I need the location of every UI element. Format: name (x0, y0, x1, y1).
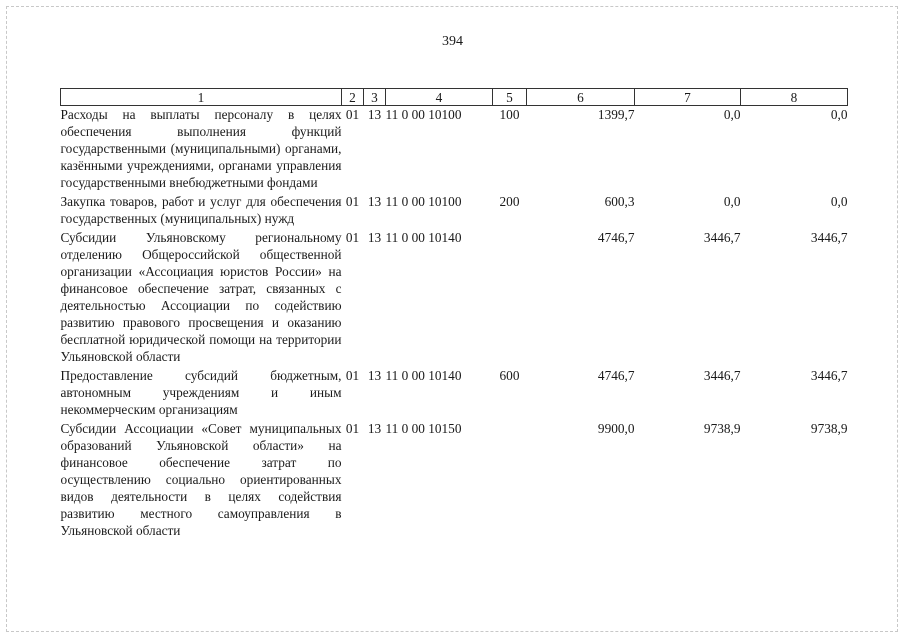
expense-name: Субсидии Ассоциации «Совет муниципальных образований Ульяновской области» на финансовое обеспечение затрат по осуществлению социально ориентированных видов деятельности в целях содействия развитию местного самоуправления в Ульяновской области (60, 421, 342, 538)
table-row (61, 193, 848, 229)
amount-col7: 9738,9 (703, 421, 741, 436)
amount-col8: 0,0 (830, 107, 848, 122)
section-code: 01 (345, 194, 360, 209)
expense-name: Предоставление субсидий бюджетным, автономным учреждениям и иным некоммерческим организациям (60, 368, 342, 417)
amount-col7: 0,0 (723, 194, 741, 209)
column-header: 3 (364, 89, 386, 106)
expense-type-code: 200 (499, 194, 520, 209)
subsection-code: 13 (367, 421, 382, 436)
section-code: 01 (345, 107, 360, 122)
column-header: 2 (342, 89, 364, 106)
table-row (61, 229, 848, 367)
amount-col6: 1399,7 (597, 107, 635, 122)
expense-name: Закупка товаров, работ и услуг для обеспечения государственных (муниципальных) нужд (60, 194, 342, 226)
amount-col8: 9738,9 (810, 421, 848, 436)
column-header: 1 (61, 89, 342, 106)
amount-col7: 0,0 (723, 107, 741, 122)
expense-type-code: 100 (499, 107, 520, 122)
section-code: 01 (345, 368, 360, 383)
amount-col6: 600,3 (604, 194, 635, 209)
expense-name: Субсидии Ульяновскому региональному отделению Общероссийской общественной организации «Ассоциация юристов России» на финансовое обеспечение затрат, связанных с деятельностью Ассоциации по содействию развитию правового просвещения и оказанию бесплатной юридической помощи на территории Ульяновской области (60, 230, 342, 364)
amount-col8: 3446,7 (810, 230, 848, 245)
header-row (61, 89, 848, 106)
page-number: 394 (442, 34, 463, 49)
amount-col6: 9900,0 (597, 421, 635, 436)
table-row (61, 367, 848, 420)
expense-type-code (493, 420, 527, 541)
column-header: 7 (635, 89, 741, 106)
amount-col7: 3446,7 (703, 230, 741, 245)
target-article-code: 11 0 00 10140 (385, 368, 462, 383)
subsection-code: 13 (367, 194, 382, 209)
section-code: 01 (345, 230, 360, 245)
expense-type-code: 600 (499, 368, 520, 383)
target-article-code: 11 0 00 10150 (385, 421, 462, 436)
section-code: 01 (345, 421, 360, 436)
amount-col8: 3446,7 (810, 368, 848, 383)
column-header: 6 (527, 89, 635, 106)
amount-col8: 0,0 (830, 194, 848, 209)
subsection-code: 13 (367, 368, 382, 383)
column-header: 5 (493, 89, 527, 106)
table-row (61, 106, 848, 194)
expense-type-code (493, 229, 527, 367)
table-row (61, 420, 848, 541)
amount-col6: 4746,7 (597, 230, 635, 245)
target-article-code: 11 0 00 10100 (385, 194, 462, 209)
expense-name: Расходы на выплаты персоналу в целях обеспечения выполнения функций государственными (муниципальными) органами, казёнными учреждениями, органами управления государственными внебюджетными фондами (60, 107, 342, 190)
target-article-code: 11 0 00 10100 (385, 107, 462, 122)
amount-col6: 4746,7 (597, 368, 635, 383)
column-header: 8 (741, 89, 848, 106)
budget-table (60, 88, 848, 541)
target-article-code: 11 0 00 10140 (385, 230, 462, 245)
column-header: 4 (386, 89, 493, 106)
subsection-code: 13 (367, 230, 382, 245)
amount-col7: 3446,7 (703, 368, 741, 383)
subsection-code: 13 (367, 107, 382, 122)
